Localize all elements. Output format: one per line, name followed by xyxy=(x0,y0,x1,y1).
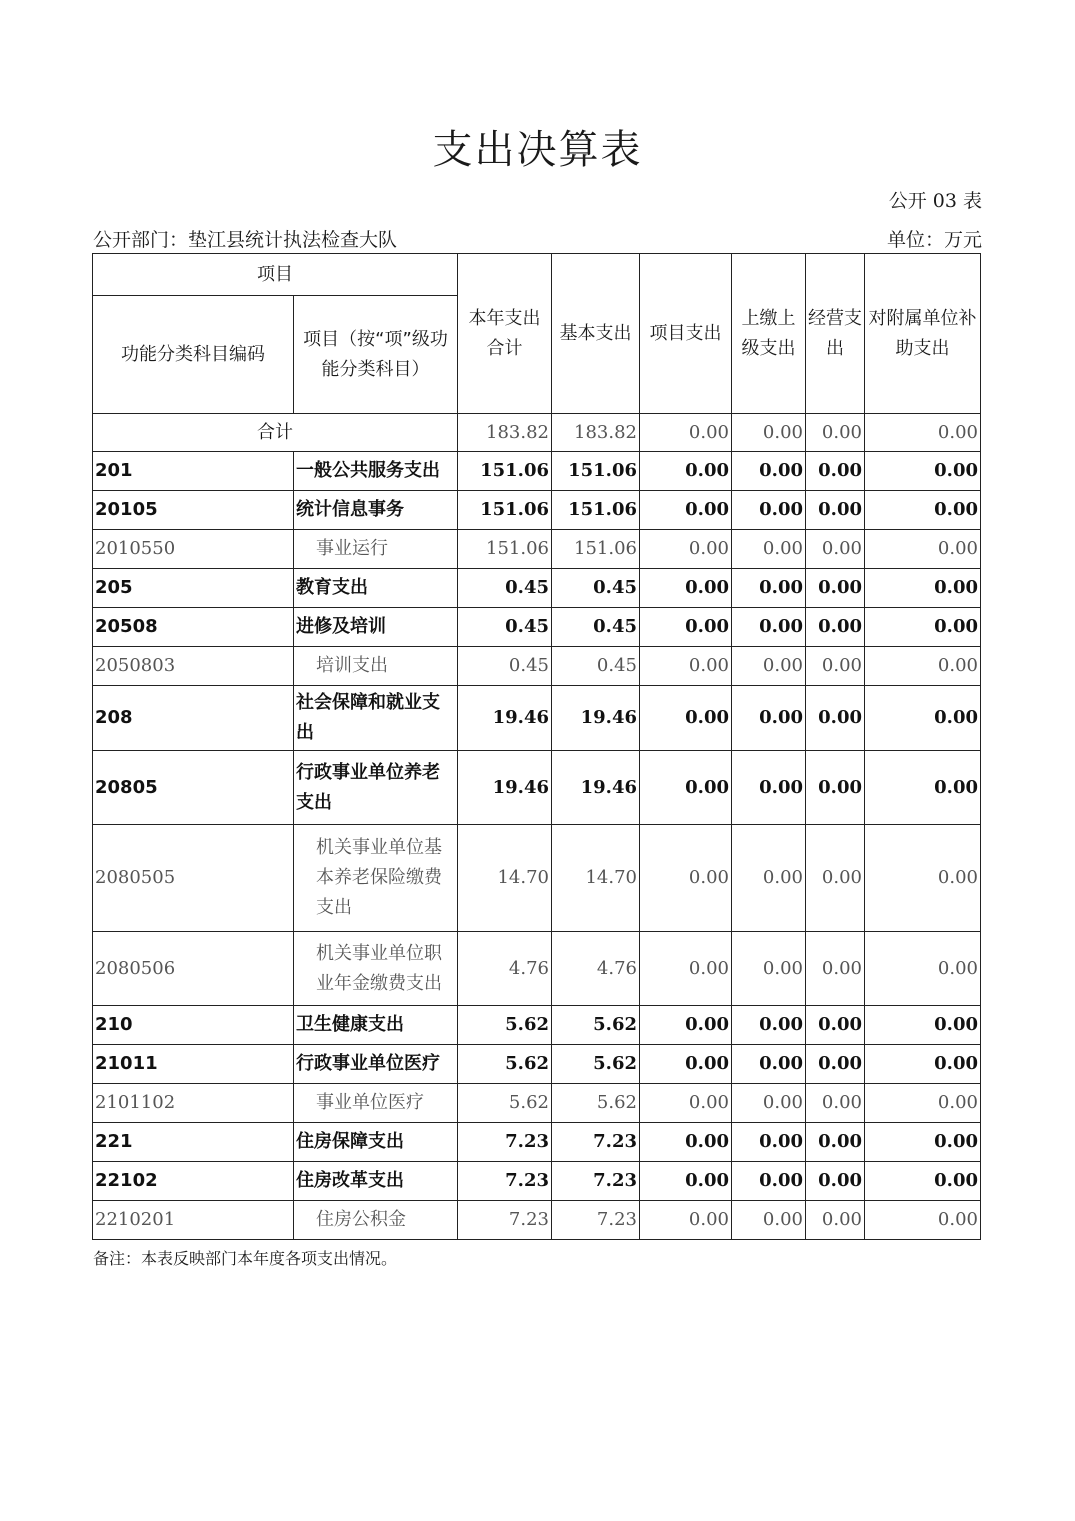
table-row xyxy=(93,932,981,1006)
row-name: 社会保障和就业支出 xyxy=(294,686,458,751)
table-row xyxy=(93,1123,981,1162)
row-value: 7.23 xyxy=(458,1162,552,1201)
table-row xyxy=(93,1006,981,1045)
row-name: 住房改革支出 xyxy=(294,1162,458,1201)
row-value: 0.00 xyxy=(865,1123,981,1162)
row-value: 0.45 xyxy=(458,569,552,608)
row-value: 0.00 xyxy=(865,530,981,569)
row-value: 0.00 xyxy=(806,1201,865,1240)
row-value: 0.00 xyxy=(640,751,732,825)
row-value: 0.00 xyxy=(640,452,732,491)
row-value: 0.00 xyxy=(865,452,981,491)
row-value: 14.70 xyxy=(552,825,640,932)
row-value: 0.00 xyxy=(640,1006,732,1045)
row-value: 0.00 xyxy=(806,1084,865,1123)
row-name: 统计信息事务 xyxy=(294,491,458,530)
row-value: 0.00 xyxy=(640,647,732,686)
total-value: 183.82 xyxy=(552,414,640,452)
row-value: 0.00 xyxy=(640,530,732,569)
department-label: 公开部门：垫江县统计执法检查大队 xyxy=(93,229,398,251)
row-code: 2050803 xyxy=(93,647,294,686)
table-row xyxy=(93,751,981,825)
row-value: 0.00 xyxy=(732,530,806,569)
row-value: 0.00 xyxy=(732,569,806,608)
row-value: 0.00 xyxy=(865,686,981,751)
row-value: 0.00 xyxy=(806,1123,865,1162)
row-value: 151.06 xyxy=(458,491,552,530)
row-value: 0.45 xyxy=(458,608,552,647)
form-number: 公开 03 表 xyxy=(888,190,982,212)
row-value: 0.00 xyxy=(732,686,806,751)
row-value: 0.00 xyxy=(806,491,865,530)
table-row xyxy=(93,825,981,932)
row-value: 7.23 xyxy=(552,1162,640,1201)
row-value: 5.62 xyxy=(458,1084,552,1123)
row-value: 0.00 xyxy=(806,530,865,569)
table-row xyxy=(93,569,981,608)
row-value: 0.00 xyxy=(806,647,865,686)
row-name: 进修及培训 xyxy=(294,608,458,647)
row-code: 2080506 xyxy=(93,932,294,1006)
row-value: 0.00 xyxy=(806,608,865,647)
total-value: 0.00 xyxy=(865,414,981,452)
row-value: 7.23 xyxy=(458,1123,552,1162)
row-value: 151.06 xyxy=(552,491,640,530)
row-value: 5.62 xyxy=(458,1006,552,1045)
row-code: 22102 xyxy=(93,1162,294,1201)
header-remit: 上缴上级支出 xyxy=(732,254,806,414)
row-value: 0.00 xyxy=(865,491,981,530)
header-operating: 经营支出 xyxy=(806,254,865,414)
header-total: 本年支出合计 xyxy=(458,254,552,414)
row-value: 0.00 xyxy=(640,1162,732,1201)
row-name: 住房公积金 xyxy=(294,1201,458,1240)
row-name: 培训支出 xyxy=(294,647,458,686)
row-value: 19.46 xyxy=(458,686,552,751)
row-value: 5.62 xyxy=(552,1045,640,1084)
row-value: 0.00 xyxy=(806,932,865,1006)
row-value: 0.00 xyxy=(865,1045,981,1084)
total-value: 0.00 xyxy=(732,414,806,452)
table-row xyxy=(93,608,981,647)
row-value: 0.00 xyxy=(732,1162,806,1201)
row-value: 0.00 xyxy=(732,751,806,825)
row-value: 0.00 xyxy=(865,751,981,825)
row-value: 0.00 xyxy=(865,1006,981,1045)
row-value: 151.06 xyxy=(458,530,552,569)
row-value: 0.00 xyxy=(640,1045,732,1084)
row-value: 5.62 xyxy=(458,1045,552,1084)
row-value: 0.00 xyxy=(865,1162,981,1201)
row-value: 7.23 xyxy=(552,1201,640,1240)
row-code: 205 xyxy=(93,569,294,608)
row-value: 19.46 xyxy=(458,751,552,825)
row-code: 20105 xyxy=(93,491,294,530)
row-value: 0.00 xyxy=(640,932,732,1006)
row-code: 210 xyxy=(93,1006,294,1045)
row-code: 2101102 xyxy=(93,1084,294,1123)
row-value: 0.00 xyxy=(806,686,865,751)
row-value: 0.00 xyxy=(865,569,981,608)
row-value: 0.00 xyxy=(640,569,732,608)
row-value: 0.00 xyxy=(732,1201,806,1240)
header-code: 功能分类科目编码 xyxy=(93,296,294,414)
table-row xyxy=(93,686,981,751)
row-value: 0.00 xyxy=(865,647,981,686)
total-label: 合计 xyxy=(93,414,458,452)
row-name: 事业单位医疗 xyxy=(294,1084,458,1123)
row-value: 0.00 xyxy=(806,1045,865,1084)
page-title: 支出决算表 xyxy=(432,127,643,173)
row-value: 5.62 xyxy=(552,1084,640,1123)
row-value: 0.00 xyxy=(806,569,865,608)
unit-label: 单位：万元 xyxy=(886,229,982,251)
row-value: 0.00 xyxy=(806,1006,865,1045)
row-name: 行政事业单位医疗 xyxy=(294,1045,458,1084)
row-value: 0.00 xyxy=(806,452,865,491)
row-value: 0.00 xyxy=(732,491,806,530)
row-value: 0.45 xyxy=(458,647,552,686)
row-code: 2210201 xyxy=(93,1201,294,1240)
header-subsidy: 对附属单位补助支出 xyxy=(865,254,981,414)
row-code: 21011 xyxy=(93,1045,294,1084)
row-value: 0.00 xyxy=(865,932,981,1006)
header-project: 项目支出 xyxy=(640,254,732,414)
row-value: 0.00 xyxy=(806,751,865,825)
row-value: 0.00 xyxy=(732,825,806,932)
expenditure-table xyxy=(92,253,981,1240)
table-row xyxy=(93,1162,981,1201)
footnote: 备注：本表反映部门本年度各项支出情况。 xyxy=(93,1249,398,1268)
table-row xyxy=(93,452,981,491)
row-name: 教育支出 xyxy=(294,569,458,608)
row-code: 20508 xyxy=(93,608,294,647)
total-value: 0.00 xyxy=(806,414,865,452)
row-name: 机关事业单位基本养老保险缴费支出 xyxy=(294,825,458,932)
header-name: 项目（按“项”级功能分类科目） xyxy=(294,296,458,414)
row-name: 行政事业单位养老支出 xyxy=(294,751,458,825)
row-value: 5.62 xyxy=(552,1006,640,1045)
row-value: 0.00 xyxy=(640,1084,732,1123)
row-code: 208 xyxy=(93,686,294,751)
row-value: 0.00 xyxy=(732,1045,806,1084)
row-name: 一般公共服务支出 xyxy=(294,452,458,491)
row-value: 0.00 xyxy=(865,1201,981,1240)
table-row xyxy=(93,1084,981,1123)
row-value: 151.06 xyxy=(458,452,552,491)
row-code: 20805 xyxy=(93,751,294,825)
table-row xyxy=(93,1201,981,1240)
total-value: 0.00 xyxy=(640,414,732,452)
row-value: 0.00 xyxy=(732,932,806,1006)
row-value: 0.00 xyxy=(806,1162,865,1201)
table-row xyxy=(93,1045,981,1084)
row-code: 2010550 xyxy=(93,530,294,569)
row-value: 0.00 xyxy=(640,825,732,932)
row-value: 0.00 xyxy=(732,1006,806,1045)
row-value: 0.00 xyxy=(806,825,865,932)
row-value: 4.76 xyxy=(458,932,552,1006)
row-value: 0.45 xyxy=(552,569,640,608)
row-name: 住房保障支出 xyxy=(294,1123,458,1162)
row-value: 151.06 xyxy=(552,452,640,491)
row-value: 7.23 xyxy=(458,1201,552,1240)
total-value: 183.82 xyxy=(458,414,552,452)
row-value: 0.45 xyxy=(552,647,640,686)
row-name: 事业运行 xyxy=(294,530,458,569)
row-code: 221 xyxy=(93,1123,294,1162)
row-value: 0.00 xyxy=(732,452,806,491)
row-value: 0.00 xyxy=(640,491,732,530)
row-value: 7.23 xyxy=(552,1123,640,1162)
header-item-group: 项目 xyxy=(93,254,458,296)
row-value: 0.00 xyxy=(865,608,981,647)
row-value: 0.00 xyxy=(732,647,806,686)
row-value: 151.06 xyxy=(552,530,640,569)
row-value: 19.46 xyxy=(552,686,640,751)
table-row xyxy=(93,491,981,530)
row-value: 0.00 xyxy=(865,1084,981,1123)
row-name: 机关事业单位职业年金缴费支出 xyxy=(294,932,458,1006)
row-value: 0.00 xyxy=(732,1084,806,1123)
row-value: 0.00 xyxy=(640,686,732,751)
table-row xyxy=(93,647,981,686)
row-value: 0.00 xyxy=(865,825,981,932)
total-row xyxy=(93,414,981,452)
row-value: 0.45 xyxy=(552,608,640,647)
row-code: 201 xyxy=(93,452,294,491)
row-value: 0.00 xyxy=(640,1201,732,1240)
row-value: 0.00 xyxy=(732,1123,806,1162)
row-value: 0.00 xyxy=(640,608,732,647)
row-code: 2080505 xyxy=(93,825,294,932)
row-value: 0.00 xyxy=(640,1123,732,1162)
row-name: 卫生健康支出 xyxy=(294,1006,458,1045)
table-row xyxy=(93,530,981,569)
row-value: 0.00 xyxy=(732,608,806,647)
row-value: 19.46 xyxy=(552,751,640,825)
row-value: 14.70 xyxy=(458,825,552,932)
row-value: 4.76 xyxy=(552,932,640,1006)
header-basic: 基本支出 xyxy=(552,254,640,414)
